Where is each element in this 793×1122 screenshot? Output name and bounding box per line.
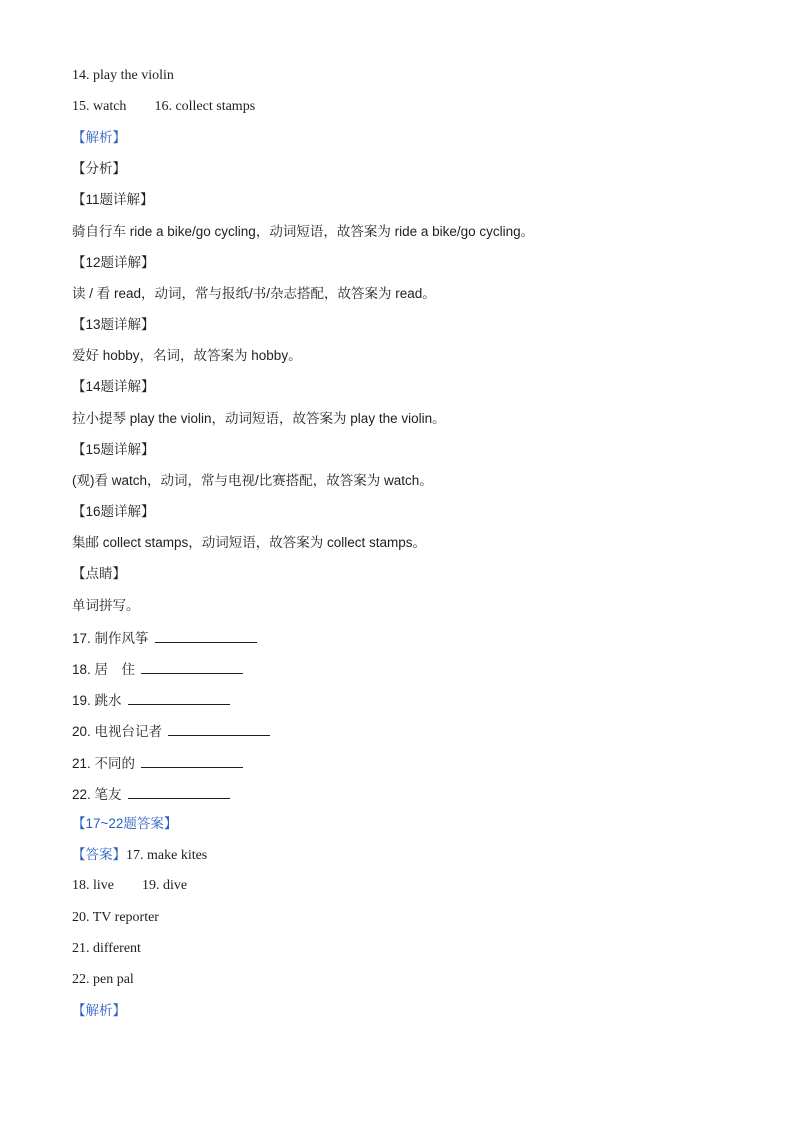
answer-17-text: 17. make kites	[126, 848, 208, 863]
section-fenxi: 【分析】	[72, 161, 126, 176]
heading-15: 【15题详解】	[72, 442, 155, 457]
section-jiexi-end: 【解析】	[72, 1003, 126, 1018]
answer-21: 21. different	[72, 941, 141, 956]
answer-14: 14. play the violin	[72, 68, 174, 83]
question-19	[72, 690, 230, 710]
answer-16: 16. collect stamps	[154, 99, 256, 114]
answer-blank	[141, 753, 243, 768]
heading-13: 【13题详解】	[72, 317, 155, 332]
explain-15: (观)看 watch，动词，常与电视/比赛搭配，故答案为 watch。	[72, 473, 433, 488]
question-21	[72, 753, 243, 773]
answer-15-16	[72, 98, 255, 116]
answer-18-19	[72, 877, 187, 895]
answer-18: 18. live	[72, 878, 114, 893]
answer-blank	[155, 628, 257, 643]
answers-heading: 【17~22题答案】	[72, 816, 178, 831]
heading-11: 【11题详解】	[72, 192, 154, 207]
answer-15: 15. watch	[72, 99, 127, 114]
explain-13: 爱好 hobby，名词，故答案为 hobby。	[72, 348, 302, 363]
section-dianjing: 【点睛】	[72, 566, 126, 581]
explain-11: 骑自行车 ride a bike/go cycling，动词短语，故答案为 ride a bike/go cycling。	[72, 224, 535, 239]
question-21-text: 21. 不同的	[72, 756, 136, 771]
question-22	[72, 784, 230, 804]
answer-blank	[141, 659, 243, 674]
answer-label: 【答案】	[72, 847, 126, 862]
answer-blank	[128, 784, 230, 799]
answer-blank	[168, 721, 270, 736]
answer-20: 20. TV reporter	[72, 910, 159, 925]
heading-14: 【14题详解】	[72, 379, 155, 394]
question-20-text: 20. 电视台记者	[72, 724, 163, 739]
answer-blank	[128, 690, 230, 705]
answer-19: 19. dive	[142, 878, 188, 893]
question-22-text: 22. 笔友	[72, 787, 122, 802]
dianjing-text: 单词拼写。	[72, 598, 140, 613]
explain-16: 集邮 collect stamps，动词短语，故答案为 collect stamps。	[72, 535, 427, 550]
question-18-text: 18. 居 住	[72, 662, 136, 677]
question-18	[72, 659, 243, 679]
question-19-text: 19. 跳水	[72, 693, 122, 708]
question-20	[72, 721, 270, 741]
section-jiexi: 【解析】	[72, 130, 126, 145]
explain-14: 拉小提琴 play the violin，动词短语，故答案为 play the violin。	[72, 411, 446, 426]
question-17	[72, 628, 257, 648]
question-17-text: 17. 制作风筝	[72, 631, 149, 646]
heading-16: 【16题详解】	[72, 504, 155, 519]
heading-12: 【12题详解】	[72, 255, 155, 270]
explain-12: 读 / 看 read，动词，常与报纸/书/杂志搭配，故答案为 read。	[72, 286, 436, 301]
answer-22: 22. pen pal	[72, 972, 134, 987]
answer-17	[72, 846, 207, 865]
